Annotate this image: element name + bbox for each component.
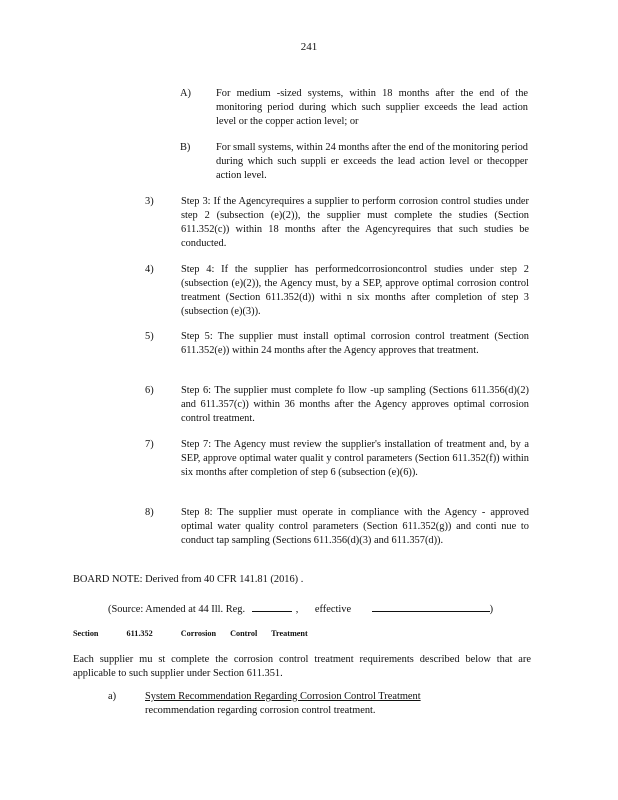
effective-date-blank	[372, 600, 490, 612]
list-item	[145, 195, 529, 251]
item-text: For medium -sized systems, within 18 months after the end of the monitoring period during which such supplier exceeds the lead action level or the copper action level; or	[216, 88, 528, 127]
subsection-marker: a)	[108, 691, 117, 702]
section-heading	[73, 627, 308, 641]
register-blank	[252, 600, 292, 612]
section-title: Corrosion Control Treatment	[180, 629, 308, 638]
page-number: 241	[300, 41, 318, 53]
item-text: Step 6: The supplier must complete fo llow -up sampling (Sections 611.356(d)(2) and 611.357(c)) within 36 months after the Agency approves optimal corrosion control treatment.	[181, 385, 529, 424]
list-item	[180, 87, 528, 129]
section-label: Section	[73, 629, 99, 638]
item-text: Step 4: If the supplier has performedcorrosioncontrol studies under step 2 (subsection (e)(2)), the Agency must, by a SEP, approve optimal corrosion control treatment (Section 611.352(d)) withi n six months after completion of step 3 (subsection (e)(3)).	[181, 264, 529, 317]
board-note: BOARD NOTE: Derived from 40 CFR 141.81 (2016) .	[73, 574, 304, 585]
item-marker: B)	[180, 142, 191, 153]
list-item	[145, 330, 529, 358]
item-marker: A)	[180, 88, 191, 99]
list-item	[145, 384, 529, 426]
source-comma: ,	[295, 604, 299, 615]
list-item	[145, 438, 529, 480]
item-marker: 6)	[145, 385, 154, 396]
source-suffix: )	[489, 604, 494, 615]
item-marker: 5)	[145, 331, 154, 342]
source-note	[108, 600, 528, 617]
source-prefix: (Source: Amended at 44 Ill. Reg.	[108, 604, 246, 615]
item-text: For small systems, within 24 months after the end of the monitoring period during which such suppli er exceeds the lead action level or thecopper action level.	[216, 142, 528, 181]
list-item	[145, 263, 529, 319]
item-marker: 4)	[145, 264, 154, 275]
subsection-text: recommendation regarding corrosion control treatment.	[145, 705, 376, 716]
item-text: Step 3: If the Agencyrequires a supplier to perform corrosion control studies under step 2 (subsection (e)(2)), the supplier must complete the studies (Section 611.352(c)) within 18 months after the Agencyrequires that such studies be conducted.	[181, 196, 529, 249]
item-text: Step 5: The supplier must install optimal corrosion control treatment (Section 611.352(e)) within 24 months after the Agency approves that treatment.	[181, 331, 529, 356]
item-text: Step 8: The supplier must operate in compliance with the Agency - approved optimal water quality control parameters (Section 611.352(g)) and conti nue to conduct tap sampling (Sections 611.356(d)(3) and 611.357(d)).	[181, 507, 529, 546]
subsection-a	[108, 690, 485, 718]
source-effective: effective	[314, 604, 352, 615]
section-number: 611.352	[126, 629, 153, 638]
intro-paragraph: Each supplier mu st complete the corrosion control treatment requirements described below that are applicable to such supplier under Section 611.351.	[73, 654, 531, 679]
item-text: Step 7: The Agency must review the supplier's installation of treatment and, by a SEP, approve optimal water qualit y control parameters (Section 611.352(f)) within six months after completion of step 6 (subsection (e)(6)).	[181, 439, 529, 478]
list-item	[180, 141, 528, 183]
subsection-heading: System Recommendation Regarding Corrosion Control Treatment	[145, 691, 421, 702]
item-marker: 3)	[145, 196, 154, 207]
list-item	[145, 506, 529, 548]
subsection-body	[145, 690, 485, 718]
item-marker: 8)	[145, 507, 154, 518]
item-marker: 7)	[145, 439, 154, 450]
